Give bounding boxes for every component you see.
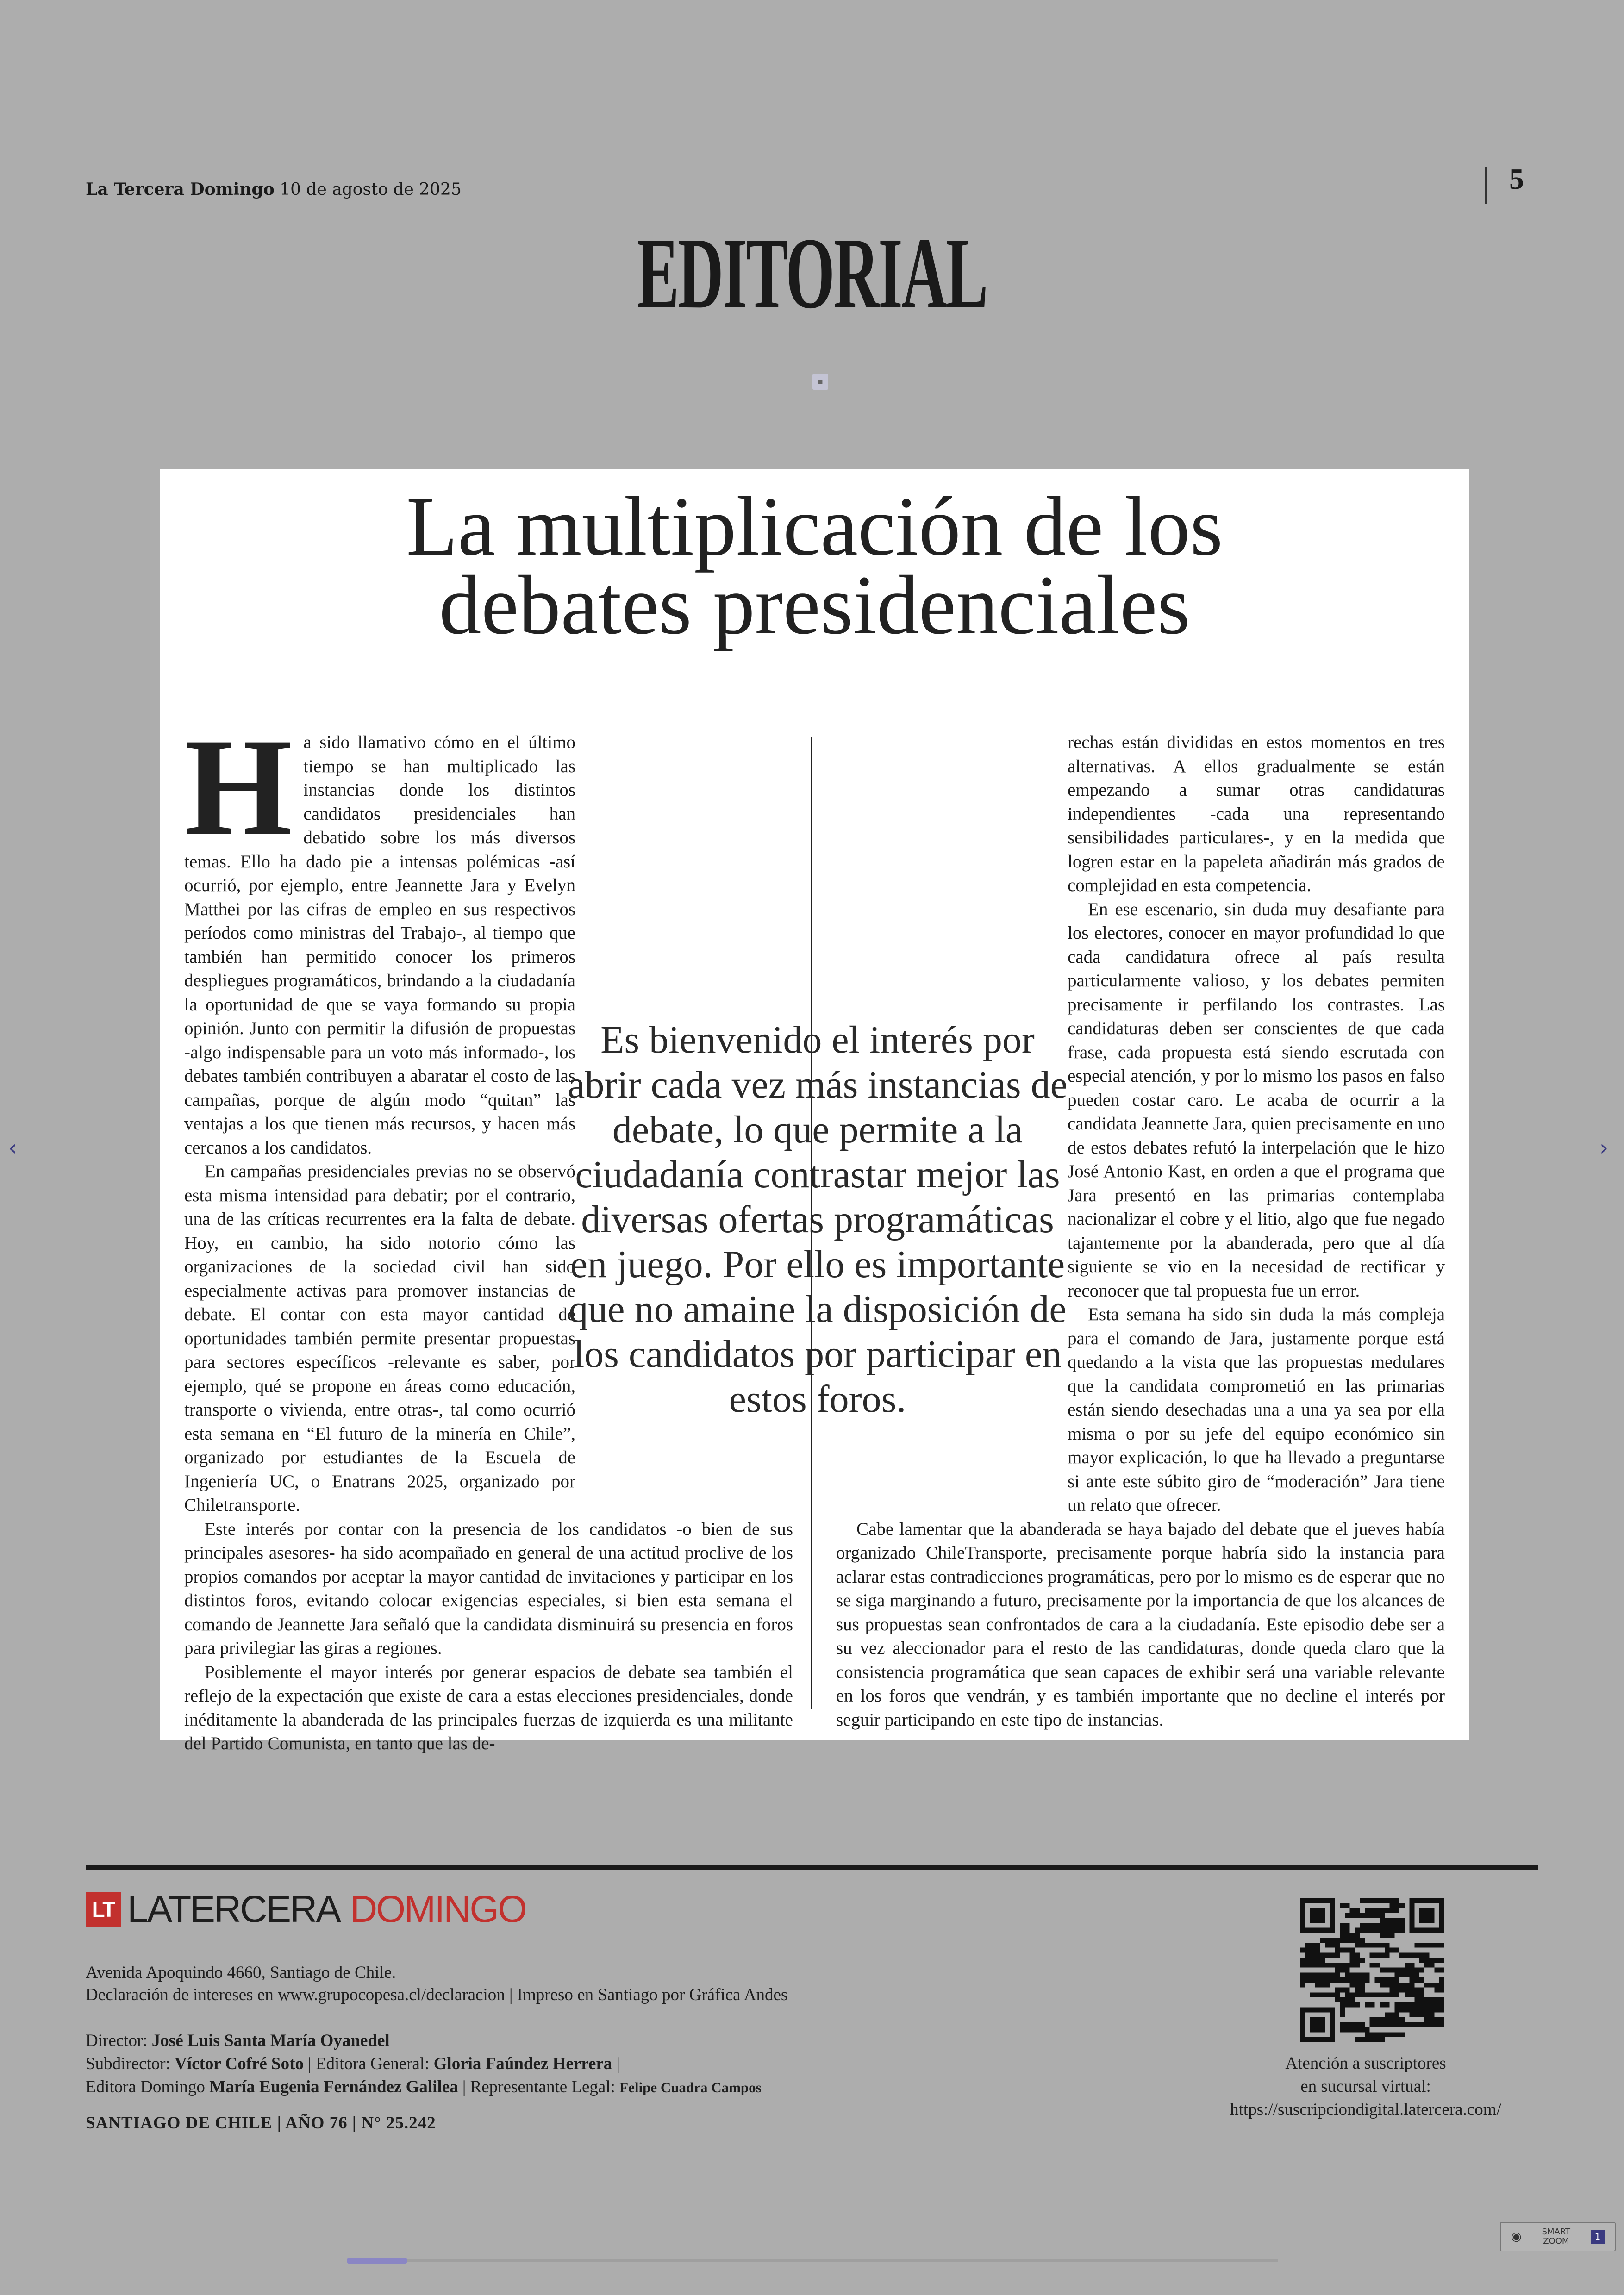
paragraph: Posiblemente el mayor interés por generar espacios de debate sea también el reflejo de la expectación que existe de cara a estas elecciones presidenciales, donde inéditamente la abanderada de las principales fuerzas de izquierda es una militante del Partido Comunista, en tanto que las de- <box>184 1662 793 1753</box>
editora-general-name: Gloria Faúndez Herrera <box>433 2054 612 2073</box>
subdirector-name: Víctor Cofré Soto <box>175 2054 304 2073</box>
footer-director <box>86 2031 390 2051</box>
subscriber-info <box>1204 2052 1528 2121</box>
brand-logo <box>86 1888 526 1930</box>
smart-zoom-label <box>1542 2227 1570 2246</box>
header-divider <box>1485 167 1487 204</box>
section-title: EDITORIAL <box>637 217 987 330</box>
footer-declaration: Declaración de intereses en www.grupocopesa.cl/declaracion | Impreso en Santiago por Gráfica Andes <box>86 1985 788 2004</box>
headline-line-2: debates presidenciales <box>439 559 1190 652</box>
page-progress-track[interactable] <box>347 2259 1278 2262</box>
drop-cap: H <box>184 710 293 864</box>
footer-subdirector <box>86 2054 620 2074</box>
logo-main-text: LATERCERA <box>127 1888 340 1930</box>
qr-code-icon[interactable] <box>1300 1898 1444 2042</box>
pull-quote: Es bienvenido el interés por abrir cada vez más instancias de debate, lo que permite a la ciudadanía contrastar mejor las diversas ofertas programáticas en juego. Por ello es importante que no amaine la disposición de los candidatos por participar en estos foros. <box>568 1018 1068 1421</box>
subdirector-label: Subdirector: <box>86 2054 170 2073</box>
paragraph: Esta semana ha sido sin duda la más compleja para el comando de Jara, justamente porque está quedando a la vista que las propuestas medulares que la candidata comprometió en las primarias están siendo desechadas una a una ya sea por ella misma o por su jefe del equipo económico sin mayor explicación, lo que ha llevado a preguntarse si ante este súbito giro de “moderación” Jara tiene un relato que ofrecer. <box>1068 1304 1445 1515</box>
paragraph: Cabe lamentar que la abanderada se haya bajado del debate que el jueves había organizado ChileTransporte, precisamente porque habría sido la instancia para aclarar estas contradicciones programáticas, pero por lo mismo es de esperar que no se siga marginando a futuro, precisamente por la importancia de que los alcances de sus propuestas sean confrontados de cara a la ciudadanía. Este episodio debe ser a su vez aleccionador para el resto de las candidaturas, donde queda claro que la consistencia programática que sean capaces de exhibir será una variable relevante en los foros que vendrán, y es también importante que no decline el interés por seguir participando en este tipo de instancias. <box>836 1519 1445 1730</box>
page-marker-icon[interactable]: ▪ <box>812 374 828 390</box>
editora-general-label: | Editora General: <box>308 2054 430 2073</box>
logo-box: LT <box>86 1892 121 1927</box>
editora-general-end: | <box>616 2054 620 2073</box>
footer-editors <box>86 2077 762 2097</box>
footer-address: Avenida Apoquindo 4660, Santiago de Chile. <box>86 1963 396 1982</box>
logo-sub-text: DOMINGO <box>350 1888 526 1930</box>
paragraph: En ese escenario, sin duda muy desafiante para los electores, conocer en mayor profundidad lo que cada candidatura ofrece al país resulta particularmente valioso, y los debates permiten precisamente ir perfilando los contrastes. Las candidaturas deben ser conscientes de que cada frase, cada propuesta está siendo escrutada con especial atención, y por lo mismo los pasos en falso pueden costar caro. Le acaba de ocurrir a la candidata Jeannette Jara, quien precisamente en uno de estos debates refutó la interpelación que le hizo José Antonio Kast, en orden a que el programa que Jara presentó en las primarias contemplaba nacionalizar el cobre y el litio, algo que fue negado tajantemente por la abanderada, pero que al día siguiente se vio en la necesidad de rectificar y reconocer que tal propuesta fue un error. <box>1068 899 1445 1301</box>
footer-rule <box>86 1865 1538 1870</box>
publication-date: 10 de agosto de 2025 <box>280 180 462 199</box>
publication-name: La Tercera Domingo <box>86 180 275 199</box>
page-badge: 1 <box>1591 2230 1605 2244</box>
paragraph: a sido llamativo cómo en el último tiempo se han multiplicado las instancias donde los distintos candidatos presidenciales han debatido sobre los más diversos temas. Ello ha dado pie a intensas polémicas -así ocurrió, por ejemplo, entre Jeannette Jara y Evelyn Matthei por las cifras de empleo en sus respectivos períodos como ministras del Trabajo-, al tiempo que también han permitido conocer los primeros despliegues programáticos, brindando a la ciudadanía la oportunidad de que se vaya formando su propia opinión. Junto con permitir la difusión de propuestas -algo indispensable para un voto más informado-, los debates también contribuyen a abaratar el costo de las campañas, porque de algún modo “quitan” las ventajas a los que tienen más recursos, y hacen más cercanos a los candidatos. <box>184 732 575 1158</box>
director-name: José Luis Santa María Oyanedel <box>151 2031 390 2050</box>
page-progress-fill[interactable] <box>347 2258 407 2264</box>
paragraph: rechas están divididas en estos momentos en tres alternativas. A ellos gradualmente se están empezando a sumar otras candidaturas independientes -cada una representando sensibilidades particulares-, y en la medida que logren estar en la papeleta añadirán más grados de complejidad en esta competencia. <box>1068 732 1445 895</box>
smart-zoom-label-1: SMART <box>1542 2227 1571 2237</box>
publication-line <box>86 180 462 199</box>
article-headline <box>160 480 1469 652</box>
paragraph: En campañas presidenciales previas no se observó esta misma intensidad para debatir; por el contrario, una de las críticas recurrentes era la falta de debate. Hoy, en cambio, ha sido notorio cómo las organizaciones de la sociedad civil han sido especialmente activas para promover instancias de debate. El contar con esta mayor cantidad de oportunidades también permite presentar propuestas para sectores específicos -relevante es saber, por ejemplo, qué se propone en áreas como educación, transporte o vivienda, entre otras-, tal como ocurrió esta semana en “El futuro de la minería en Chile”, organizado por estudiantes de la Escuela de Ingeniería UC, o Enatrans 2025, organizado por Chiletransporte. <box>184 1161 575 1515</box>
headline-line-1: La multiplicación de los <box>406 480 1223 573</box>
subscriber-line-1: Atención a suscriptores <box>1285 2054 1446 2073</box>
chevron-left-icon[interactable]: ‹ <box>8 1135 18 1161</box>
subscriber-line-2: en sucursal virtual: <box>1300 2077 1431 2096</box>
paragraph: Este interés por contar con la presencia de los candidatos -o bien de sus principales asesores- ha sido acompañado en general de una actitud proclive de los propios comandos por aceptar la mayor cantidad de invitaciones y participar en los distintos foros, evitando colocar exigencias especiales, si bien esta semana el comando de Jeannette Jara señaló que la candidata disminuirá su presencia en foros para privilegiar las giras a regiones. <box>184 1519 793 1658</box>
smart-zoom-label-2: ZOOM <box>1543 2236 1569 2246</box>
representante-label: | Representante Legal: <box>462 2077 615 2096</box>
director-label: Director: <box>86 2031 148 2050</box>
chevron-right-icon[interactable]: › <box>1599 1135 1609 1161</box>
smart-zoom-button[interactable] <box>1500 2222 1616 2251</box>
subscriber-url[interactable]: https://suscripciondigital.latercera.com/ <box>1230 2100 1501 2119</box>
editora-domingo-label: Editora Domingo <box>86 2077 205 2096</box>
page-number: 5 <box>1509 162 1524 195</box>
edition-info: SANTIAGO DE CHILE | AÑO 76 | N° 25.242 <box>86 2114 436 2133</box>
representante-name: Felipe Cuadra Campos <box>619 2079 762 2095</box>
editora-domingo-name: María Eugenia Fernández Galilea <box>209 2077 458 2096</box>
article-page <box>160 469 1469 1753</box>
eye-icon: ◉ <box>1511 2230 1522 2244</box>
